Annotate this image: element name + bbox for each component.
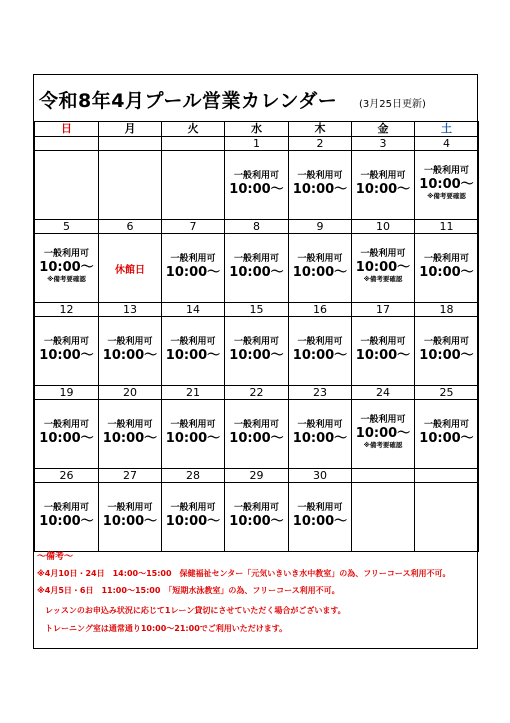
- weekday-header: 金: [352, 122, 415, 137]
- remark-note: ※備考要確認: [47, 275, 86, 283]
- weekday-header: 土: [415, 122, 479, 137]
- calendar-day-cell: [415, 234, 479, 303]
- status-label: 一般利用可: [170, 420, 216, 430]
- status-label: 一般利用可: [170, 503, 216, 513]
- remarks-heading: 〜備考〜: [37, 552, 74, 562]
- calendar-day-cell: [289, 151, 352, 220]
- calendar-body: [35, 137, 479, 552]
- status-row: [35, 483, 479, 552]
- weekday-header: 火: [162, 122, 225, 137]
- status-row: [35, 317, 479, 386]
- calendar-day-cell: [352, 234, 415, 303]
- opening-time: 10:00〜: [355, 348, 411, 363]
- empty-cell: [99, 151, 162, 220]
- date-number: [162, 137, 225, 151]
- opening-time: 10:00〜: [165, 348, 221, 363]
- date-number: 17: [352, 303, 415, 317]
- date-number: 20: [99, 386, 162, 400]
- calendar-day-cell: [352, 317, 415, 386]
- remark-line: ※4月5日・6日 11:00〜15:00 「短期水泳教室」の為、フリーコース利用不可。: [37, 586, 340, 595]
- date-number: 9: [289, 220, 352, 234]
- status-label: 一般利用可: [360, 415, 406, 425]
- status-label: 一般利用可: [43, 503, 89, 513]
- status-label: 一般利用可: [107, 337, 153, 347]
- opening-time: 10:00〜: [292, 514, 348, 529]
- date-number: 30: [289, 469, 352, 483]
- date-number: 28: [162, 469, 225, 483]
- status-label: 一般利用可: [360, 337, 406, 347]
- opening-time: 10:00〜: [165, 514, 221, 529]
- date-number: 4: [415, 137, 479, 151]
- empty-cell: [35, 151, 99, 220]
- status-label: 一般利用可: [297, 254, 343, 264]
- weekday-header: 月: [99, 122, 162, 137]
- status-label: 一般利用可: [360, 171, 406, 181]
- date-number: 26: [35, 469, 99, 483]
- status-label: 一般利用可: [233, 254, 279, 264]
- remark-note: ※備考要確認: [363, 275, 403, 283]
- calendar-day-cell: [225, 317, 289, 386]
- closed-label: 休館日: [115, 265, 145, 276]
- status-label: 一般利用可: [423, 420, 469, 430]
- status-label: 一般利用可: [233, 171, 279, 181]
- status-label: 一般利用可: [297, 420, 343, 430]
- weekday-header: 日: [35, 122, 99, 137]
- status-label: 一般利用可: [43, 249, 89, 259]
- date-number: 24: [352, 386, 415, 400]
- empty-cell: [415, 483, 479, 552]
- empty-cell: [352, 483, 415, 552]
- date-number: 6: [99, 220, 162, 234]
- opening-time: 10:00〜: [165, 265, 221, 280]
- status-label: 一般利用可: [170, 337, 216, 347]
- opening-time: 10:00〜: [292, 265, 348, 280]
- date-number: 13: [99, 303, 162, 317]
- status-row: [35, 234, 479, 303]
- calendar-day-cell: [162, 317, 225, 386]
- opening-time: 10:00〜: [419, 348, 474, 363]
- status-label: 一般利用可: [297, 503, 343, 513]
- opening-time: 10:00〜: [229, 182, 284, 197]
- opening-time: 10:00〜: [292, 431, 348, 446]
- date-number: 5: [35, 220, 99, 234]
- status-label: 一般利用可: [297, 171, 343, 181]
- opening-time: 10:00〜: [229, 265, 284, 280]
- updated-date: (3月25日更新): [359, 99, 426, 110]
- date-number: 2: [289, 137, 352, 151]
- opening-time: 10:00〜: [419, 177, 474, 192]
- date-number: [352, 469, 415, 483]
- calendar-day-cell: [225, 483, 289, 552]
- opening-time: 10:00〜: [229, 431, 284, 446]
- calendar-day-cell: [99, 400, 162, 469]
- date-number: 21: [162, 386, 225, 400]
- opening-time: 10:00〜: [39, 514, 94, 529]
- calendar-day-cell: [162, 234, 225, 303]
- calendar-sheet: [33, 74, 478, 649]
- calendar-table: [34, 121, 479, 552]
- calendar-day-cell: [415, 151, 479, 220]
- opening-time: 10:00〜: [102, 348, 158, 363]
- date-number: [415, 469, 479, 483]
- opening-time: 10:00〜: [39, 260, 94, 275]
- remark-note: ※備考要確認: [363, 441, 403, 449]
- date-number-row: [35, 386, 479, 400]
- date-number: 1: [225, 137, 289, 151]
- remark-line: レッスンのお申込み状況に応じて1レーン貸切にさせていただく場合がございます。: [45, 606, 346, 615]
- date-number-row: [35, 469, 479, 483]
- date-number: 8: [225, 220, 289, 234]
- opening-time: 10:00〜: [355, 260, 411, 275]
- status-label: 一般利用可: [43, 420, 89, 430]
- date-number: [99, 137, 162, 151]
- status-row: [35, 151, 479, 220]
- calendar-day-cell: [162, 483, 225, 552]
- remark-note: ※備考要確認: [427, 192, 466, 200]
- calendar-day-cell: [415, 400, 479, 469]
- date-number: 3: [352, 137, 415, 151]
- title-row: [34, 75, 477, 121]
- opening-time: 10:00〜: [229, 514, 284, 529]
- opening-time: 10:00〜: [102, 514, 158, 529]
- opening-time: 10:00〜: [355, 182, 411, 197]
- date-number-row: [35, 137, 479, 151]
- date-number-row: [35, 220, 479, 234]
- remark-line: トレーニング室は通常通り10:00〜21:00でご利用いただけます。: [45, 624, 288, 633]
- calendar-day-cell: [289, 317, 352, 386]
- calendar-day-cell: [99, 234, 162, 303]
- date-number: 14: [162, 303, 225, 317]
- status-label: 一般利用可: [107, 420, 153, 430]
- calendar-day-cell: [162, 400, 225, 469]
- weekday-header: 木: [289, 122, 352, 137]
- opening-time: 10:00〜: [419, 265, 474, 280]
- date-number-row: [35, 303, 479, 317]
- opening-time: 10:00〜: [102, 431, 158, 446]
- calendar-day-cell: [99, 317, 162, 386]
- page-title: 令和8年4月プール営業カレンダー: [39, 90, 338, 112]
- date-number: 11: [415, 220, 479, 234]
- empty-cell: [162, 151, 225, 220]
- status-label: 一般利用可: [297, 337, 343, 347]
- weekday-header-row: [35, 122, 479, 137]
- calendar-day-cell: [225, 234, 289, 303]
- date-number: 23: [289, 386, 352, 400]
- weekday-header: 水: [225, 122, 289, 137]
- remark-line: ※4月10日・24日 14:00〜15:00 保健福祉センター「元気いきいき水中教室」の為、フリーコース利用不可。: [37, 569, 451, 578]
- date-number: 10: [352, 220, 415, 234]
- date-number: 27: [99, 469, 162, 483]
- opening-time: 10:00〜: [419, 431, 474, 446]
- status-label: 一般利用可: [423, 337, 469, 347]
- calendar-day-cell: [352, 151, 415, 220]
- calendar-day-cell: [352, 400, 415, 469]
- date-number: 25: [415, 386, 479, 400]
- status-label: 一般利用可: [170, 254, 216, 264]
- status-label: 一般利用可: [360, 249, 406, 259]
- status-label: 一般利用可: [107, 503, 153, 513]
- date-number: 15: [225, 303, 289, 317]
- status-label: 一般利用可: [233, 420, 279, 430]
- calendar-day-cell: [99, 483, 162, 552]
- calendar-day-cell: [225, 151, 289, 220]
- opening-time: 10:00〜: [39, 431, 94, 446]
- date-number: [35, 137, 99, 151]
- status-label: 一般利用可: [423, 254, 469, 264]
- calendar-day-cell: [35, 234, 99, 303]
- calendar-day-cell: [225, 400, 289, 469]
- calendar-day-cell: [289, 234, 352, 303]
- status-label: 一般利用可: [233, 503, 279, 513]
- date-number: 12: [35, 303, 99, 317]
- opening-time: 10:00〜: [165, 431, 221, 446]
- calendar-day-cell: [289, 400, 352, 469]
- calendar-day-cell: [415, 317, 479, 386]
- calendar-day-cell: [35, 400, 99, 469]
- opening-time: 10:00〜: [355, 426, 411, 441]
- status-row: [35, 400, 479, 469]
- status-label: 一般利用可: [423, 166, 469, 176]
- opening-time: 10:00〜: [39, 348, 94, 363]
- date-number: 22: [225, 386, 289, 400]
- calendar-day-cell: [289, 483, 352, 552]
- date-number: 7: [162, 220, 225, 234]
- status-label: 一般利用可: [43, 337, 89, 347]
- status-label: 一般利用可: [233, 337, 279, 347]
- date-number: 16: [289, 303, 352, 317]
- date-number: 19: [35, 386, 99, 400]
- opening-time: 10:00〜: [229, 348, 284, 363]
- calendar-day-cell: [35, 317, 99, 386]
- date-number: 29: [225, 469, 289, 483]
- date-number: 18: [415, 303, 479, 317]
- opening-time: 10:00〜: [292, 348, 348, 363]
- opening-time: 10:00〜: [292, 182, 348, 197]
- calendar-day-cell: [35, 483, 99, 552]
